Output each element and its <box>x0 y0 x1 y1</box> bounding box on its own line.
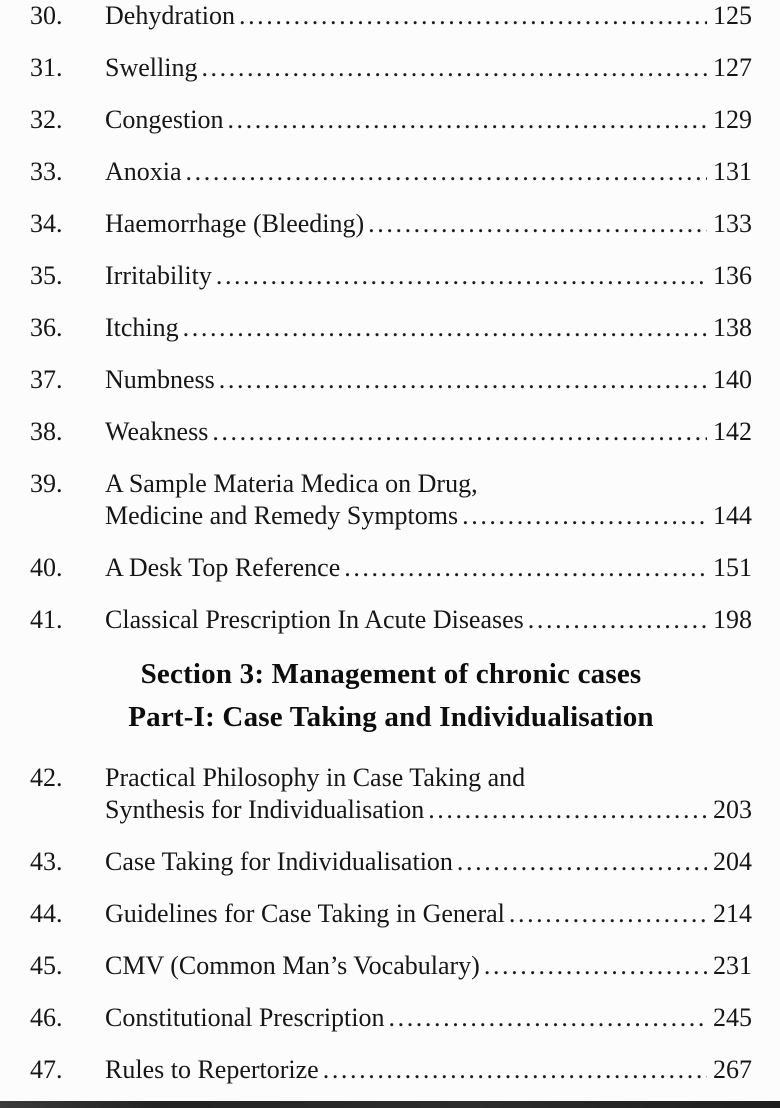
toc-entry-body <box>105 52 752 84</box>
toc-entry <box>30 552 752 584</box>
toc-entry <box>30 208 752 240</box>
toc-entry-number: 37. <box>30 365 63 394</box>
toc-entry-body <box>105 364 752 396</box>
toc-entry-page: 151 <box>713 553 752 582</box>
toc-entry-title: A Desk Top Reference <box>105 553 341 582</box>
toc-entry-body <box>105 208 752 240</box>
toc-entry <box>30 416 752 448</box>
toc-entry-body <box>105 260 752 292</box>
toc-entry-page: 140 <box>713 365 752 394</box>
page-edge-shadow <box>0 1101 780 1108</box>
toc-entry-page: 231 <box>713 951 752 980</box>
toc-entry-title: Practical Philosophy in Case Taking and <box>105 763 526 792</box>
toc-entry-body <box>105 846 752 878</box>
dot-leader <box>509 898 707 930</box>
dot-leader <box>323 1054 707 1086</box>
toc-entry-title: Rules to Repertorize <box>105 1055 319 1084</box>
dot-leader <box>201 52 707 84</box>
toc-entry-title: Guidelines for Case Taking in General <box>105 899 505 928</box>
toc-entry-body <box>105 156 752 188</box>
toc-entry-body <box>105 0 752 32</box>
toc-entry-number: 32. <box>30 105 63 134</box>
toc-entry-body <box>105 762 752 826</box>
toc-entry-number: 31. <box>30 53 63 82</box>
toc-entry-title: Congestion <box>105 105 224 134</box>
toc-entry <box>30 104 752 136</box>
toc-entry-number: 33. <box>30 157 63 186</box>
dot-leader <box>216 260 707 292</box>
dot-leader <box>528 604 707 636</box>
dot-leader <box>219 364 707 396</box>
toc-entry <box>30 604 752 636</box>
toc-entry <box>30 156 752 188</box>
toc-entry-title: Irritability <box>105 261 212 290</box>
toc-entry-page: 142 <box>713 417 752 446</box>
toc-entry-title-continued: Synthesis for Individualisation <box>105 795 425 824</box>
toc-entry-number: 41. <box>30 605 63 634</box>
toc-entry <box>30 1002 752 1034</box>
toc-entry <box>30 312 752 344</box>
toc-entry-number: 35. <box>30 261 63 290</box>
toc-entry-page: 204 <box>713 847 752 876</box>
dot-leader <box>186 156 707 188</box>
toc-entry <box>30 1054 752 1086</box>
toc-entry-title: Case Taking for Individualisation <box>105 847 453 876</box>
toc-entry-title: CMV (Common Man’s Vocabulary) <box>105 951 480 980</box>
toc-entry-title: Constitutional Prescription <box>105 1003 385 1032</box>
toc-entry-body <box>105 1002 752 1034</box>
toc-entry-page: 131 <box>713 157 752 186</box>
toc-entry-body <box>105 604 752 636</box>
toc-entry-body <box>105 312 752 344</box>
toc-entry-page: 214 <box>713 899 752 928</box>
toc-entry-number: 42. <box>30 763 63 792</box>
toc-entry <box>30 762 752 826</box>
toc-entry-number: 38. <box>30 417 63 446</box>
toc-entry-body <box>105 416 752 448</box>
toc-entry-number: 34. <box>30 209 63 238</box>
toc-entry-page: 133 <box>713 209 752 238</box>
dot-leader <box>389 1002 708 1034</box>
toc-entry <box>30 950 752 982</box>
toc-entry <box>30 260 752 292</box>
dot-leader <box>227 104 707 136</box>
toc-entry-title: Classical Prescription In Acute Diseases <box>105 605 524 634</box>
toc-entry-page: 129 <box>713 105 752 134</box>
toc-entry-page: 245 <box>713 1003 752 1032</box>
section-heading: Section 3: Management of chronic cases <box>140 658 642 690</box>
toc-entry <box>30 846 752 878</box>
toc-entry-title: Haemorrhage (Bleeding) <box>105 209 365 238</box>
toc-entry-page: 136 <box>713 261 752 290</box>
toc-entry-body <box>105 950 752 982</box>
toc-entry-body <box>105 898 752 930</box>
dot-leader <box>183 312 707 344</box>
toc-entry-page: 127 <box>713 53 752 82</box>
toc-entry-page: 267 <box>713 1055 752 1084</box>
toc-entry-title: Dehydration <box>105 1 235 30</box>
toc-entry-number: 47. <box>30 1055 63 1084</box>
toc-entry-title: Anoxia <box>105 157 182 186</box>
toc-entry-page: 203 <box>713 795 752 824</box>
toc-entry-page: 125 <box>713 1 752 30</box>
toc-entry-body <box>105 1054 752 1086</box>
section-heading: Part-I: Case Taking and Individualisation <box>128 701 654 733</box>
toc-entry <box>30 468 752 532</box>
toc-entry-number: 46. <box>30 1003 63 1032</box>
toc-entry-title: Weakness <box>105 417 209 446</box>
toc-entry-number: 43. <box>30 847 63 876</box>
toc-entry-number: 30. <box>30 1 63 30</box>
dot-leader <box>344 552 707 584</box>
dot-leader <box>428 794 707 826</box>
toc-entry-body <box>105 468 752 532</box>
toc-entry-number: 45. <box>30 951 63 980</box>
toc-entry-title: A Sample Materia Medica on Drug, <box>105 469 478 498</box>
toc-entry-title-continued: Medicine and Remedy Symptoms <box>105 501 459 530</box>
toc-entry-body <box>105 104 752 136</box>
toc-entry-title: Numbness <box>105 365 215 394</box>
toc-entry-page: 198 <box>713 605 752 634</box>
dot-leader <box>484 950 707 982</box>
toc-entry-number: 40. <box>30 553 63 582</box>
toc-entry-number: 36. <box>30 313 63 342</box>
toc-entry-number: 39. <box>30 469 63 498</box>
toc-entry <box>30 364 752 396</box>
toc-entry-page: 144 <box>713 501 752 530</box>
dot-leader <box>368 208 707 240</box>
toc-entry-number: 44. <box>30 899 63 928</box>
dot-leader <box>239 0 707 32</box>
toc-entry-body <box>105 552 752 584</box>
dot-leader <box>212 416 707 448</box>
dot-leader <box>462 500 707 532</box>
toc-entry-page: 138 <box>713 313 752 342</box>
dot-leader <box>457 846 707 878</box>
toc-entry-title: Itching <box>105 313 179 342</box>
toc-entry <box>30 0 752 32</box>
toc-entry <box>30 898 752 930</box>
toc-entry <box>30 52 752 84</box>
toc-entry-title: Swelling <box>105 53 198 82</box>
